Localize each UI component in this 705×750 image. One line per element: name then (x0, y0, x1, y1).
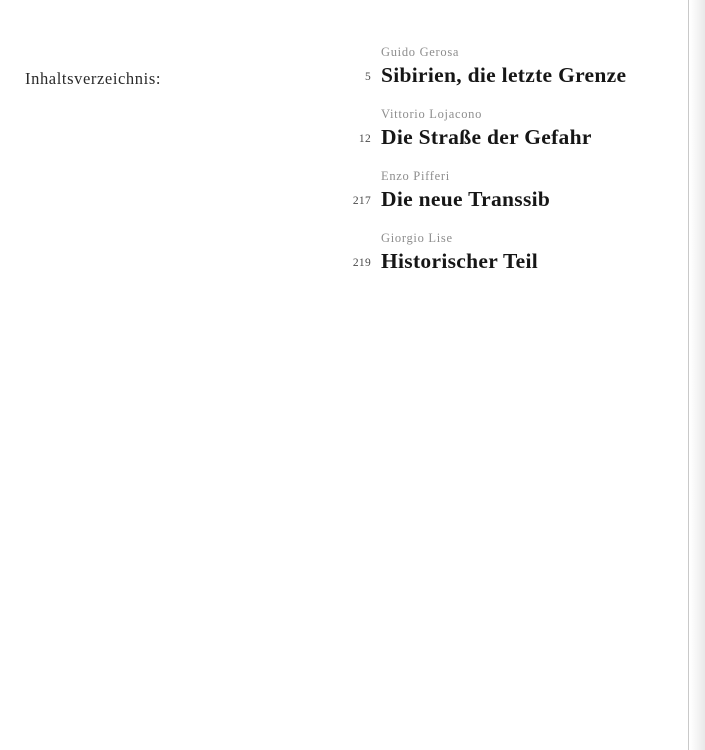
toc-entry-line (358, 124, 669, 153)
toc-entry-page-number: 5 (364, 70, 371, 83)
toc-entry-author: Giorgio Lise (381, 231, 453, 245)
toc-entry-line (364, 62, 669, 91)
toc-entry-page-number: 12 (358, 132, 371, 145)
toc-entry-author: Guido Gerosa (381, 45, 460, 59)
toc-entry-title[interactable]: Historischer Teil (381, 248, 538, 273)
toc-entry[interactable] (339, 232, 669, 278)
page-title: Inhaltsverzeichnis: (25, 69, 162, 88)
toc-entry[interactable] (339, 170, 669, 216)
toc-entry-title[interactable]: Die Straße der Gefahr (381, 124, 592, 149)
toc-entry[interactable] (339, 108, 669, 154)
toc-entry-author: Enzo Pifferi (381, 169, 450, 183)
toc-entry-line (352, 248, 669, 277)
page-edge-shadow (690, 0, 705, 750)
toc-entry[interactable] (339, 46, 669, 92)
toc-entry-author: Vittorio Lojacono (381, 107, 483, 121)
toc-entry-title[interactable]: Die neue Transsib (381, 186, 551, 211)
toc-entry-title[interactable]: Sibirien, die letzte Grenze (381, 62, 627, 87)
toc-entry-page-number: 219 (352, 256, 371, 269)
page-edge-strip (688, 0, 705, 750)
table-of-contents (339, 46, 669, 278)
toc-entry-line (352, 186, 669, 215)
toc-entry-page-number: 217 (352, 194, 371, 207)
